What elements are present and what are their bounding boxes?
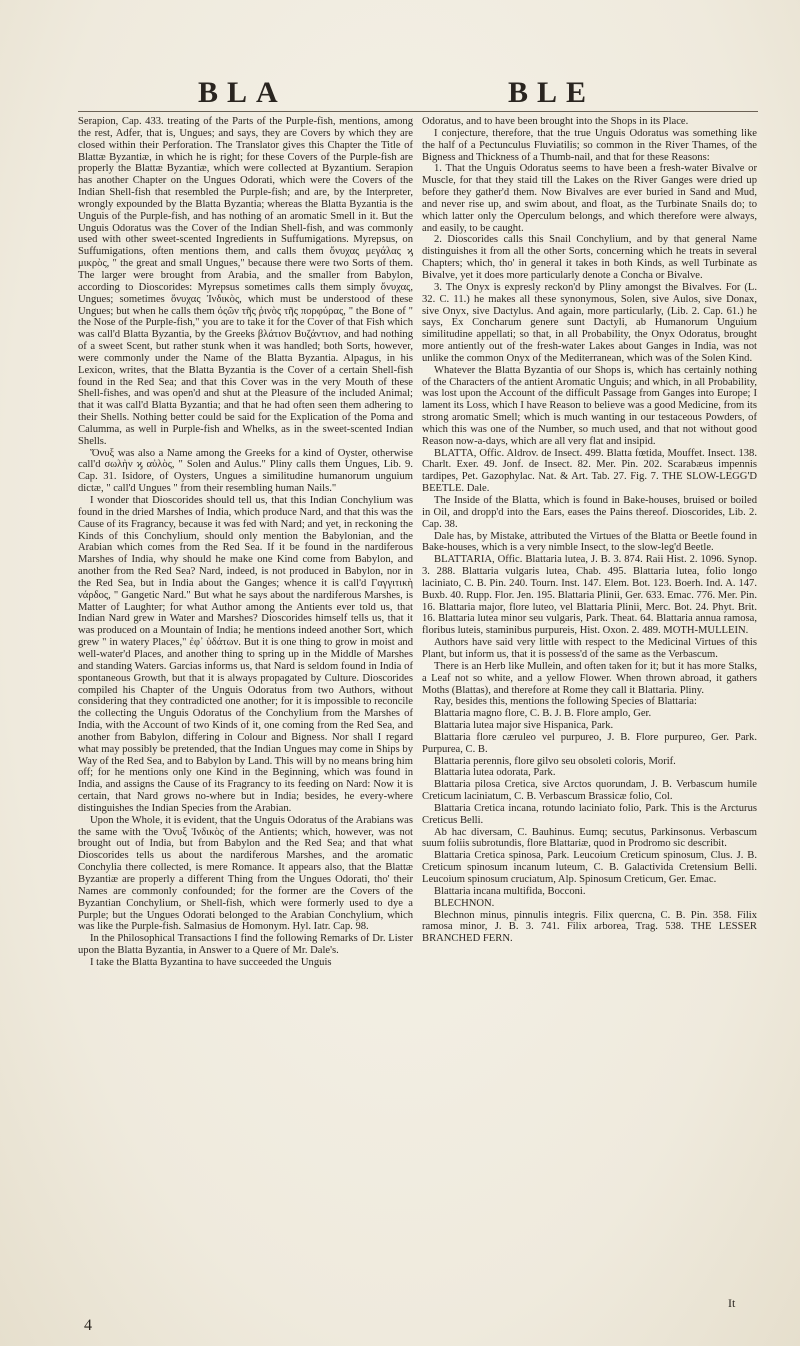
head-rule [78, 111, 758, 112]
paragraph: Serapion, Cap. 433. treating of the Parts of the Purple-fish, mentions, among the rest, Adfer, that is, Ungues; and says, they are Covers by which they are closed within their Perforation. The Translator gives this Chapter the Title of Blattæ Byzantiæ, in which he is right; for these Covers of the Purple-fish are properly the Blattæ Byzantiæ, which were collected at Byzantium. Serapion has another Chapter on the Ungues Odorati, which were the Covers of the Indian Shell-fish that resembled the Purple-fish; and are, by the Interpreter, wrongly expounded by the Blatta Byzantia; whereas the Blatta Byzantia is the Unguis of the Purple-fish, and has nothing of an aromatic Smell in it. But the Unguis Odoratus was the Cover of the Indian Shell-fish, and was commonly used with other sweet-scented Ingredients in Suffumigations. Myrepsus, on Suffumigations, often mentions them, and calls them ὄνυχας μεγάλας ϗ μικρὸς, " the great and small Ungues," because there were two Sorts of them. The larger were brought from Arabia, and the smaller from Babylon, according to Dioscorides: Myrepsus sometimes calls them simply ὄνυχας, Ungues; sometimes ὄνυχας Ἰνδικὸς, which must be understood of these Ungues; but when he calls them ὀςῶν τῆς ῥινὸς τῆς πορφύρας, " the Bone of " the Nose of the Purple-fish," you are to take it for the Cover of that Fish which was call'd Blatta Byzantia, by the Greeks βλάτιον Βυζάντιον, and had nothing of a sweet Scent, but rather stunk when it was handled; both Sorts, however, were commonly under the Name of the Blatta Byzantia. Alpagus, in his Lexicon, writes, that the Blatta Byzantia is the Cover of a certain Shell-fish found in the Red Sea; and that this Cover was in the very Mouth of these Shell-fishes, and was open'd and shut at the Pleasure of the included Animal; that it was call'd Blatta Byzantia; and that he had often seen them adhering to their Shells. Nothing better could be said for the Explication of the Poma and Calumma, as well in Purple-fish and Whelks, as in the sweet-scented Indian Shells. [78, 116, 413, 447]
paragraph: Odoratus, and to have been brought into the Shops in its Place. [422, 116, 689, 127]
left-column [78, 116, 413, 969]
paragraph: I wonder that Dioscorides should tell us, that this Indian Conchylium was found in the dried Marshes of India, which produce Nard, and that this was the Cause of its Fragrancy, because it was fed with Nard; and yet, in reckoning the Kinds of this Conchylium, should only mention the Babylonian, and the Arabian which comes from the Red Sea. If it be found in the nardiferous Marshes of India, why should he make one Kind come from Babylon, and another from the Red Sea? Nard, indeed, is not produced in Babylon, nor in the Red Sea, but in India about the Ganges; whence it is call'd Γαγγιτικὴ νάρδος, " Gangetic Nard." But what he says about the nardiferous Marshes, is Matter of Laughter; for what Author among the Antients ever told us, that Indian Nard grew in Water and Marshes? Dioscorides himself tells us, that it was produced on a Mountain of India; he mentions indeed another Sort, which grew " in watery Places," ἐφ᾽ ὑδάτων. But it is one thing to grow in moist and well-water'd Places, and another thing to spring up in the Middle of Marshes and standing Waters. Garcias informs us, that Nard is seldom found in India of spontaneous Growth, but that it is always propagated by Culture. Dioscorides compiled his Chapter of the Unguis Odoratus from two Authors, without considering that they contradicted one another; for it is impossible to reconcile the collecting the Unguis Odoratus of the Conchylium from the Marshes of India, with the Account of two Kinds of it, one coming from the Red Sea, and another from Babylon, differing in Colour and Bigness. Nor shall I regard what may possibly be pretended, that the Indian Ungues may come in Ships by Way of the Red Sea, and to Babylon by Land. This will by no means bring him off; for he mentions only one Kind in the Beginning, which was found in India, and assigns the Cause of its Fragrancy to its feeding on Nard: Now it is certain, that Nard grows no-where but in India; besides, he every-where distinguishes the Indian Species from the Arabian. [78, 495, 413, 814]
paragraph: Blechnon minus, pinnulis integris. Filix quercna, C. B. Pin. 358. Filix ramosa minor, J. B. 3. 741. Filix arborea, Trag. 538. THE LESSER BRANCHED FERN. [422, 909, 757, 945]
paragraph: I take the Blatta Byzantina to have succeeded the Unguis [90, 956, 332, 968]
paragraph: Blattaria pilosa Cretica, sive Arctos quorundam, J. B. Verbascum humile Creticum laciniatum, C. B. Verbascum Brassicæ folio, Col. [422, 779, 757, 803]
paragraph: Blattaria lutea odorata, Park. [434, 767, 556, 779]
paragraph: Authors have said very little with respect to the Medicinal Virtues of this Plant, but inform us, that it is possess'd of the same as the Verbascum. [422, 637, 757, 660]
paragraph: Upon the Whole, it is evident, that the Unguis Odoratus of the Arabians was the same with the Ὄνυξ Ἰνδικὸς of the Antients; which, however, was not brought out of India, but from Babylon and the Red Sea; and that what Dioscorides tells us about the nardiferous Marshes, and the aromatic Conchylia there collected, is mere Romance. It appears also, that the Blattæ Byzantiæ are properly a different Thing from the Ungues Odorati, tho' their Names are commonly confounded; for the former are the Covers of the Byzantian Conchylium, or Shell-fish, which were formerly used to dye a Purple; but the Ungues Odorati belonged to the Arabian Conchylium, which was like the Purple-fish. Salmasius de Homonym. Hyl. Iatr. Cap. 98. [78, 814, 413, 933]
running-head-left: BLA [198, 76, 287, 109]
running-head [0, 76, 800, 116]
paragraph: BLATTARIA, Offic. Blattaria lutea, J. B. 3. 874. Raii Hist. 2. 1096. Synop. 3. 288. Blattaria vulgaris lutea, Chab. 495. Blattaria lutea, folio longo laciniato, C. B. Pin. 240. Tourn. Inst. 147. Elem. Bot. 123. Boerh. Ind. A. 147. Buxb. 40. Rupp. Flor. Jen. 195. Blattaria Plinii, Ger. 633. Emac. 776. Mer. Pin. 16. Blattaria major, flore luteo, vel Blattaria Plinii, Merc. Bot. 24. Phyt. Brit. 16. Blattaria lutea minor seu vulgaris, Park. Theat. 64. Blattaria annua ramosa, floribus luteis, staminibus purpureis, Hist. Oxon. 2. 489. MOTH-MULLEIN. [422, 554, 757, 637]
paragraph: Ὄνυξ was also a Name among the Greeks for a kind of Oyster, otherwise call'd σωλὴν ϗ αὐλὸς, " Solen and Aulus." Pliny calls them Ungues, Lib. 9. Cap. 31. Isidore, of Oysters, Ungues a similitudine humanorum unguium dictæ, " call'd Ungues " from their resembling human Nails." [78, 447, 413, 495]
paragraph: Blattaria lutea major sive Hispanica, Park. [434, 720, 614, 732]
paragraph: 2. Dioscorides calls this Snail Conchylium, and by that general Name distinguishes it from all the other Sorts, concerning which he treats in several Chapters; which, tho' in general it takes in both Kinds, as well Turbinate as Bivalve, yet it does more particularly denote a Concha or Bivalve. [422, 234, 757, 281]
paragraph: Blattaria Cretica incana, rotundo laciniato folio, Park. This is the Arcturus Creticus Belli. [422, 802, 757, 826]
paragraph: I conjecture, therefore, that the true Unguis Odoratus was something like the half of a Pectunculus Fluviatilis; so common in the River Thames, of the Bigness and Thickness of a Thumb-nail, and that for these Reasons: [422, 127, 757, 163]
running-head-right: BLE [508, 76, 596, 109]
paragraph: BLATTA, Offic. Aldrov. de Insect. 499. Blatta fœtida, Mouffet. Insect. 138. Charlt. Exer. 49. Jonf. de Insect. 82. Mer. Pin. 202. Scarabæus impennis tardipes, Pet. Gazophylac. Nat. & Art. Tab. 27. Fig. 7. THE SLOW-LEGG'D BEETLE. Dale. [422, 447, 757, 495]
paragraph: 3. The Onyx is expresly reckon'd by Pliny amongst the Bivalves. For (L. 32. C. 11.) he makes all these synonymous, Solen, sive Aulos, sive Donax, sive Onyx, sive Dactylus. And again, more particularly, (Lib. 2. Cap. 61.) he says, Ex Concharum genere sunt Dactyli, ab Humanorum Unguium similitudine appellati; so that, in all Probability, the Onyx Odoratus, brought more antiently out of the fresh-water Lakes about Ganges in India, was not unlike the common Onyx of the Mediterranean, which was of the Solen Kind. [422, 281, 757, 364]
paragraph: Ab hac diversam, C. Bauhinus. Eumq; secutus, Parkinsonus. Verbascum suum foliis subrotundis, flore Blattariæ, quod in Prodromo sic describit. [422, 826, 757, 850]
paragraph: Ray, besides this, mentions the following Species of Blattaria: [434, 696, 697, 708]
paragraph: Blattaria Cretica spinosa, Park. Leucoium Creticum spinosum, Clus. J. B. Creticum spinosum incanum luteum, C. B. Galactivida Cretensium Belli. Leucoium spinosum cruciatum, Alp. Spinosum Creticum, Ger. Emac. [422, 850, 757, 885]
paragraph: There is an Herb like Mullein, and often taken for it; but it has more Stalks, a Leaf not so white, and a yellow Flower. When thrown abroad, it gathers Moths (Blattas), and therefore at Rome they call it Blattaria. Pliny. [422, 660, 757, 696]
paragraph: Blattaria flore cæruleo vel purpureo, J. B. Flore purpureo, Ger. Park. Purpurea, C. B. [422, 731, 757, 755]
paragraph: Blattaria magno flore, C. B. J. B. Flore amplo, Ger. [434, 708, 652, 720]
paragraph: Blattaria incana multifida, Bocconi. [434, 885, 586, 897]
paragraph: Whatever the Blatta Byzantia of our Shops is, which has certainly nothing of the Characters of the antient Aromatic Unguis; and which, in all Probability, was lost upon the Account of the difficult Passage from Ganges into Europe; I lament its Loss, which I have Reason to believe was a good Medicine, from its strong aromatic Smell; which is much wanting in our testaceous Powders, of which this was one of the Number, so much used, and that not without good Reason now-a-days, which are all very flat and insipid. [422, 364, 757, 447]
catchword: It [728, 1296, 736, 1310]
paragraph: Dale has, by Mistake, attributed the Virtues of the Blatta or Beetle found in Bake-houses, which is a very nimble Insect, to the slow-leg'd Beetle. [422, 530, 757, 554]
page-number: 4 [84, 1317, 92, 1334]
paragraph: 1. That the Unguis Odoratus seems to have been a fresh-water Bivalve or Muscle, for that they staid till the Lakes on the River Ganges were dried up before they gather'd them. Now Bivalves are ever buried in Sand and Mud, and never rise up, and swim about, and float, as the Turbinate Snails do; to which latter only the Operculum belongs, and which therefore were always, and easily, to be caught. [422, 163, 757, 234]
paragraph: In the Philosophical Transactions I find the following Remarks of Dr. Lister upon the Blatta Byzantia, in Answer to a Quere of Mr. Dale's. [78, 933, 413, 957]
paragraph: Blattaria perennis, flore gilvo seu obsoleti coloris, Morif. [434, 755, 676, 767]
paragraph: The Inside of the Blatta, which is found in Bake-houses, bruised or boiled in Oil, and dropp'd into the Ears, eases the Pains thereof. Dioscorides, Lib. 2. Cap. 38. [422, 495, 757, 530]
right-column [422, 116, 757, 945]
paragraph: BLECHNON. [434, 897, 495, 909]
